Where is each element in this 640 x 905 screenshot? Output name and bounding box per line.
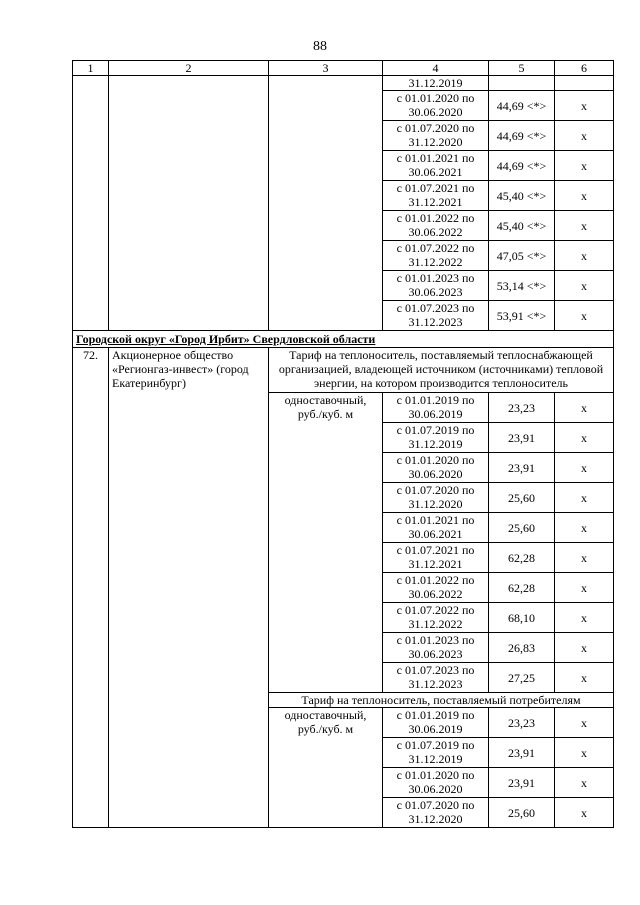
tariff-table [72, 60, 614, 828]
value-cell: 27,25 [489, 663, 555, 693]
unit-cell [269, 76, 383, 331]
period-cell: с 01.07.2021 по 31.12.2021 [383, 181, 489, 211]
value-cell: 53,14 <*> [489, 271, 555, 301]
period-cell: с 01.01.2023 по 30.06.2023 [383, 271, 489, 301]
period-cell: с 01.01.2022 по 30.06.2022 [383, 211, 489, 241]
value-cell: 44,69 <*> [489, 91, 555, 121]
mark-cell: х [555, 393, 614, 423]
period-cell: с 01.01.2023 по 30.06.2023 [383, 633, 489, 663]
column-header: 1 [73, 61, 109, 76]
period-cell: с 01.01.2020 по 30.06.2020 [383, 453, 489, 483]
mark-cell: х [555, 483, 614, 513]
value-cell: 25,60 [489, 798, 555, 828]
mark-cell [555, 76, 614, 91]
period-cell: с 01.07.2022 по 31.12.2022 [383, 603, 489, 633]
mark-cell: х [555, 663, 614, 693]
value-cell: 25,60 [489, 483, 555, 513]
period-cell: с 01.07.2020 по 31.12.2020 [383, 798, 489, 828]
mark-cell: х [555, 151, 614, 181]
mark-cell: х [555, 91, 614, 121]
period-cell: с 01.01.2022 по 30.06.2022 [383, 573, 489, 603]
tariff-title: Тариф на теплоноситель, поставляемый потребителям [269, 693, 614, 708]
column-header: 6 [555, 61, 614, 76]
column-header: 4 [383, 61, 489, 76]
mark-cell: х [555, 453, 614, 483]
period-cell: с 01.07.2020 по 31.12.2020 [383, 483, 489, 513]
row-number: 72. [73, 348, 109, 828]
value-cell: 23,91 [489, 423, 555, 453]
mark-cell: х [555, 633, 614, 663]
period-cell: с 01.01.2019 по 30.06.2019 [383, 708, 489, 738]
unit-cell: одноставочный, руб./куб. м [269, 393, 383, 693]
row-number-cell [73, 76, 109, 331]
value-cell: 23,23 [489, 393, 555, 423]
mark-cell: х [555, 181, 614, 211]
mark-cell: х [555, 573, 614, 603]
mark-cell: х [555, 603, 614, 633]
mark-cell: х [555, 768, 614, 798]
period-cell: с 01.01.2020 по 30.06.2020 [383, 91, 489, 121]
period-cell: с 01.01.2019 по 30.06.2019 [383, 393, 489, 423]
section-title: Городской округ «Город Ирбит» Свердловской области [73, 331, 614, 348]
mark-cell: х [555, 301, 614, 331]
period-cell: с 01.01.2021 по 30.06.2021 [383, 513, 489, 543]
tariff-title: Тариф на теплоноситель, поставляемый теплоснабжающей организацией, владеющей источником (источниками) тепловой энергии, на котором производится теплоноситель [269, 348, 614, 393]
column-header: 3 [269, 61, 383, 76]
mark-cell: х [555, 121, 614, 151]
value-cell: 68,10 [489, 603, 555, 633]
value-cell: 23,91 [489, 453, 555, 483]
period-cell: с 01.01.2020 по 30.06.2020 [383, 768, 489, 798]
value-cell: 23,23 [489, 708, 555, 738]
value-cell: 47,05 <*> [489, 241, 555, 271]
mark-cell: х [555, 798, 614, 828]
unit-cell: одноставочный, руб./куб. м [269, 708, 383, 828]
period-cell: с 01.07.2023 по 31.12.2023 [383, 663, 489, 693]
value-cell: 45,40 <*> [489, 211, 555, 241]
mark-cell: х [555, 271, 614, 301]
mark-cell: х [555, 738, 614, 768]
period-cell: с 01.07.2023 по 31.12.2023 [383, 301, 489, 331]
value-cell: 62,28 [489, 543, 555, 573]
value-cell: 26,83 [489, 633, 555, 663]
value-cell: 45,40 <*> [489, 181, 555, 211]
value-cell: 44,69 <*> [489, 151, 555, 181]
table-row [73, 76, 614, 91]
mark-cell: х [555, 423, 614, 453]
value-cell: 62,28 [489, 573, 555, 603]
period-cell: с 01.07.2022 по 31.12.2022 [383, 241, 489, 271]
value-cell: 53,91 <*> [489, 301, 555, 331]
column-header: 5 [489, 61, 555, 76]
value-cell: 23,91 [489, 738, 555, 768]
value-cell: 44,69 <*> [489, 121, 555, 151]
column-header: 2 [109, 61, 269, 76]
period-cell: с 01.07.2020 по 31.12.2020 [383, 121, 489, 151]
value-cell: 25,60 [489, 513, 555, 543]
value-cell [489, 76, 555, 91]
tariff-title-row [73, 348, 614, 393]
mark-cell: х [555, 543, 614, 573]
column-header-row [73, 61, 614, 76]
period-cell: 31.12.2019 [383, 76, 489, 91]
organization-cell [109, 76, 269, 331]
period-cell: с 01.07.2019 по 31.12.2019 [383, 738, 489, 768]
organization-name: Акционерное общество «Регионгаз-инвест» (город Екатеринбург) [109, 348, 269, 828]
section-row [73, 331, 614, 348]
value-cell: 23,91 [489, 768, 555, 798]
period-cell: с 01.07.2019 по 31.12.2019 [383, 423, 489, 453]
mark-cell: х [555, 513, 614, 543]
period-cell: с 01.07.2021 по 31.12.2021 [383, 543, 489, 573]
mark-cell: х [555, 211, 614, 241]
period-cell: с 01.01.2021 по 30.06.2021 [383, 151, 489, 181]
mark-cell: х [555, 241, 614, 271]
page-number: 88 [313, 39, 327, 54]
mark-cell: х [555, 708, 614, 738]
